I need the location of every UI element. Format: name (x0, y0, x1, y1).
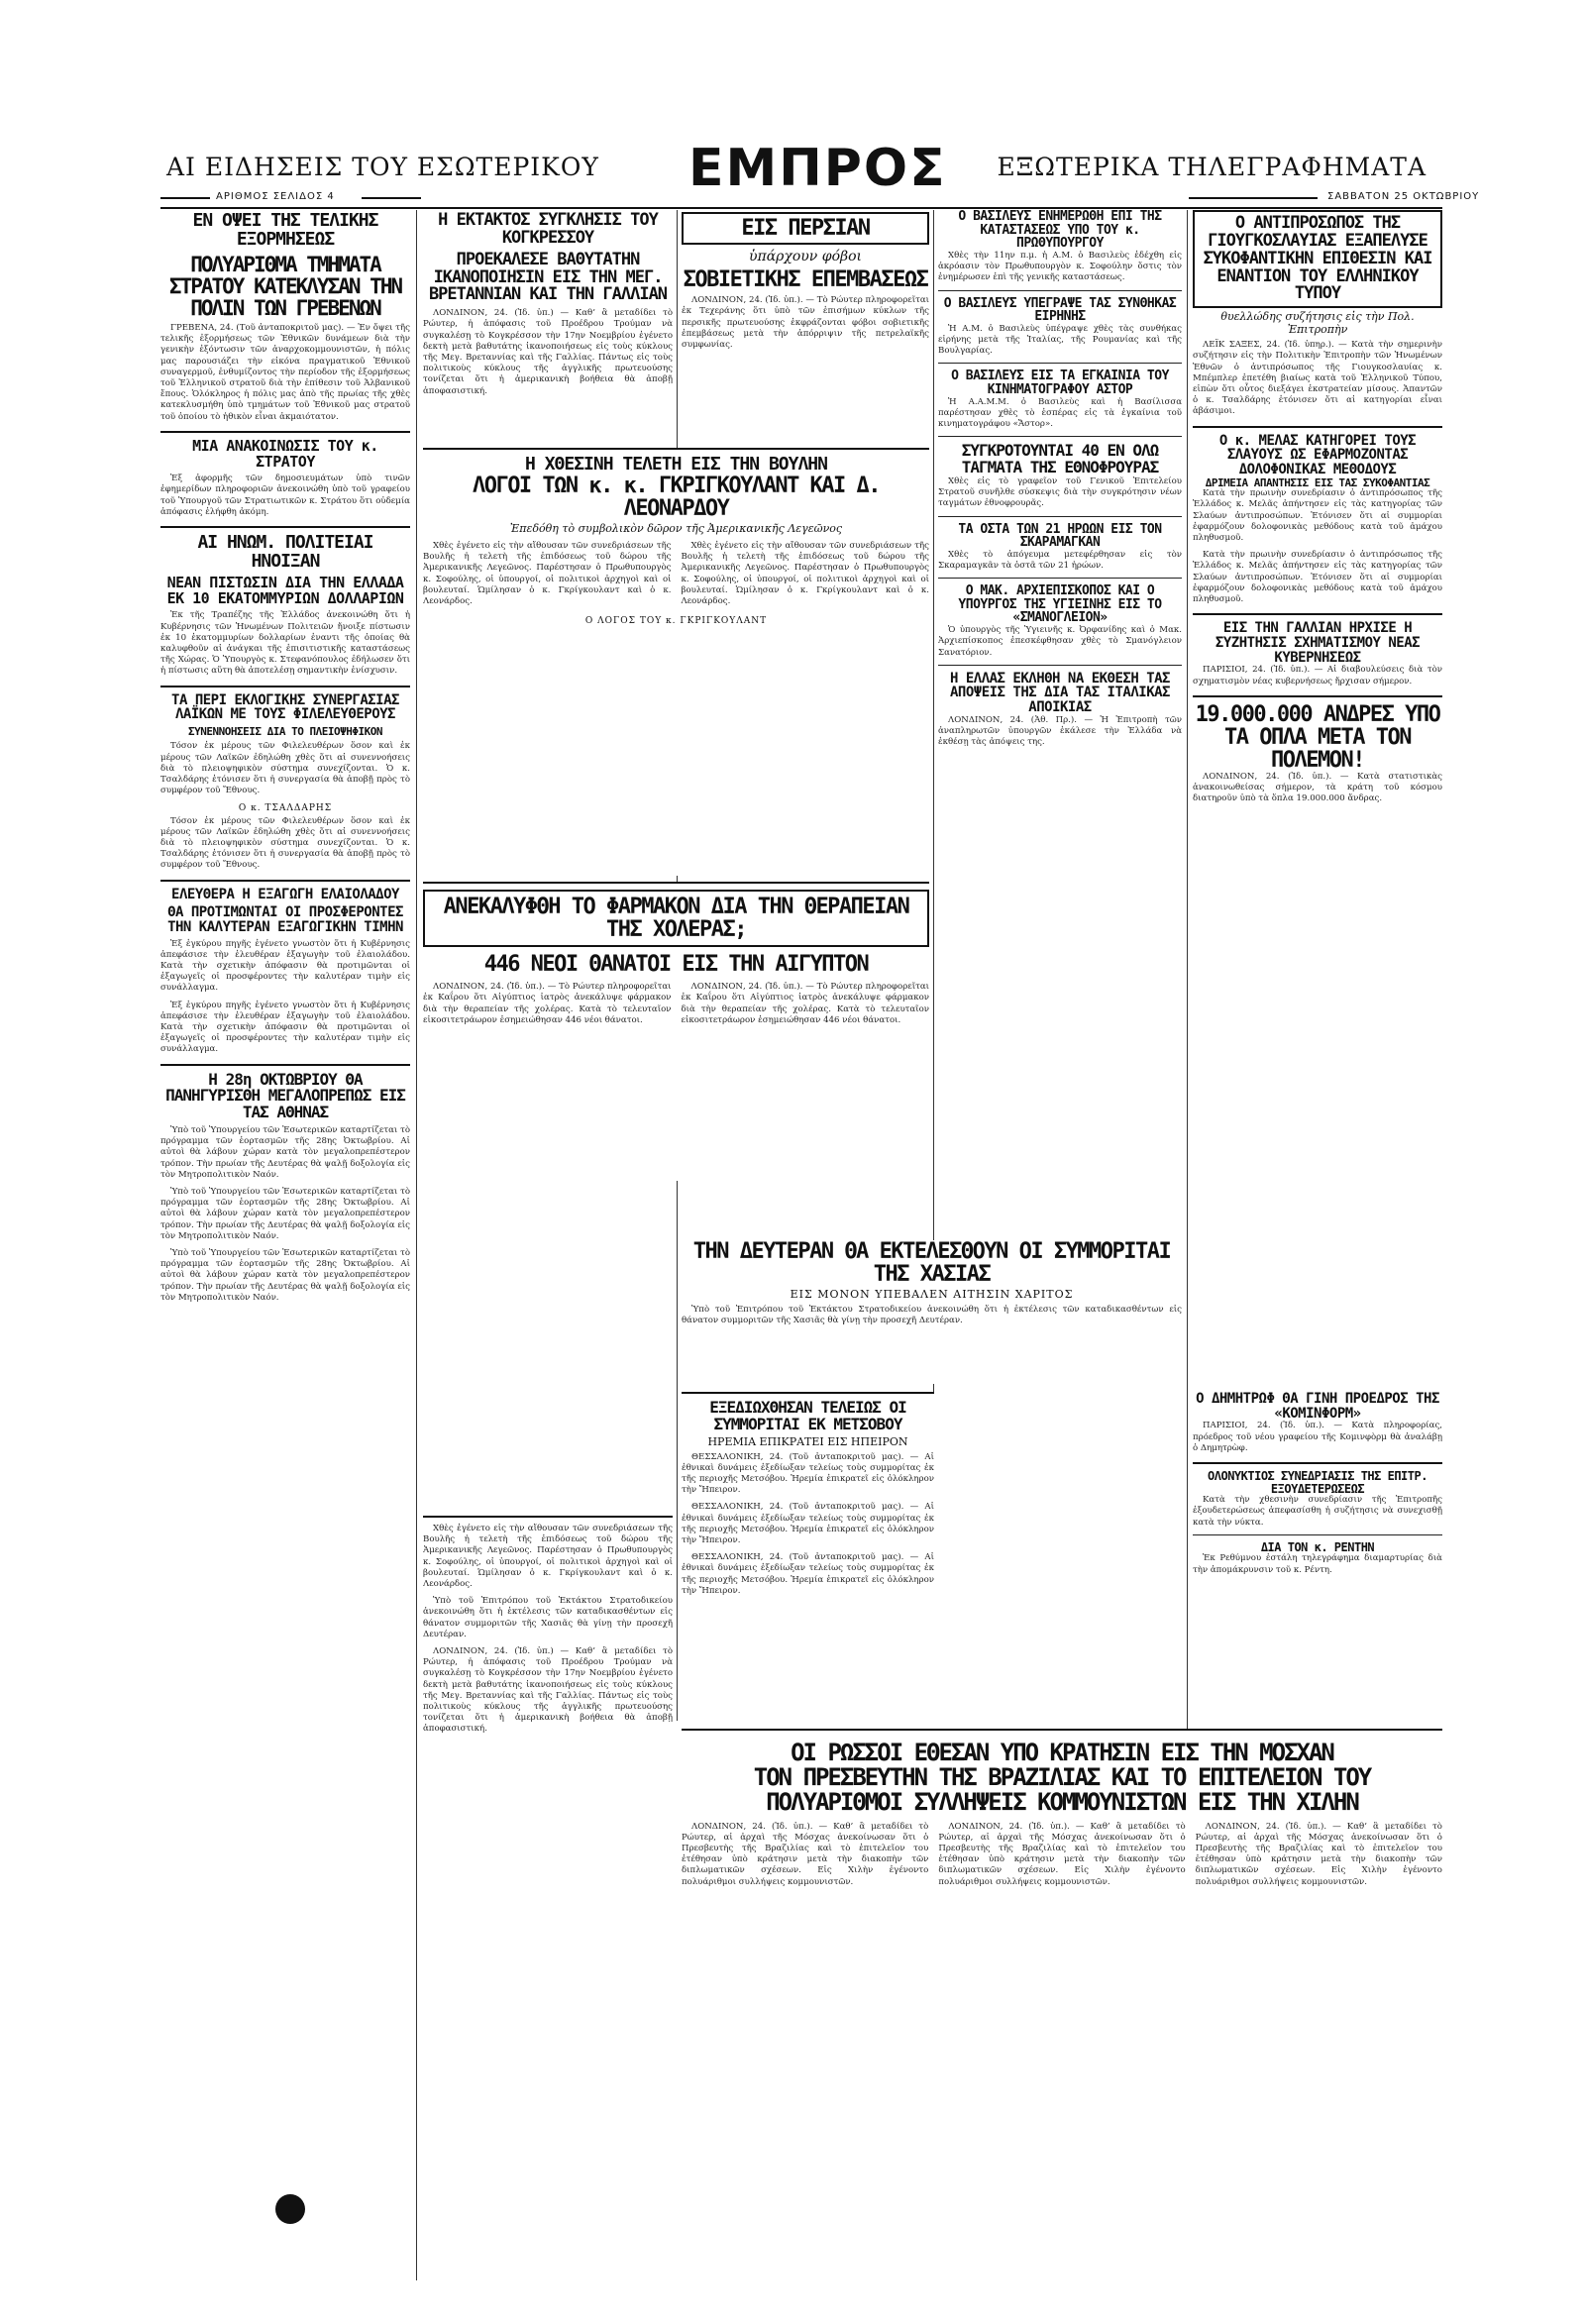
article-parliament-continued: Χθὲς ἐγένετο εἰς τὴν αἴθουσαν τῶν συνεδριάσεων τῆς Βουλῆς ἡ τελετὴ τῆς ἐπιδόσεως τοῦ δώρου τῆς Ἀμερικανικῆς Λεγεῶνος. Παρέστησαν ὁ Πρωθυπουργὸς κ. Σοφούλης, οἱ ὑπουργοί, οἱ πολιτικοὶ ἀρχηγοὶ καὶ οἱ βουλευταί. Ὡμίλησαν ὁ κ. Γκρίγκουλαντ καὶ ὁ κ. Λεονάρδος. (423, 1524, 673, 1590)
headline-olive-oil-kicker: ΕΛΕΥΘΕΡΑ Η ΕΞΑΓΩΓΗ ΕΛΑΙΟΛΑΔΟΥ (171, 886, 399, 902)
article-divider (938, 436, 1182, 437)
subhead-elections: ΣΥΝΕΝΝΟΗΣΕΙΣ ΔΙΑ ΤΟ ΠΛΕΙΟΨΗΦΙΚΟΝ (188, 724, 382, 738)
article-melas-body: Κατὰ τὴν πρωινὴν συνεδρίασιν ὁ ἀντιπρόσωπος τῆς Ἑλλάδος κ. Μελᾶς ἀπήντησεν εἰς τὰς κατηγορίας τῶν Σλαύων ἀντιπροσώπων. Ἐτόνισεν ὅτι αἱ συμμορίαι ἐφαρμόζουν δολοφονικὰς μεθόδους κατὰ τοῦ ἀμάχου πληθυσμοῦ. (1193, 488, 1442, 544)
headline-parliament: ΛΟΓΟΙ ΤΩΝ κ. κ. ΓΚΡΙΓΚΟΥΛΑΝΤ ΚΑΙ Δ. ΛΕΟΝΑΡΔΟΥ (472, 473, 881, 521)
headline-28-october: Η 28η ΟΚΤΩΒΡΙΟΥ ΘΑ ΠΑΝΗΓΥΡΙΣΘΗ ΜΕΓΑΛΟΠΡΕΠΩΣ ΕΙΣ ΤΑΣ ΑΘΗΝΑΣ (165, 1069, 405, 1122)
headline-persia-2: ΣΟΒΙΕΤΙΚΗΣ ΕΠΕΜΒΑΣΕΩΣ (683, 267, 928, 293)
headline-us-credit: ΝΕΑΝ ΠΙΣΤΩΣΙΝ ΔΙΑ ΤΗΝ ΕΛΛΑΔΑ ΕΚ 10 ΕΚΑΤΟΜΜΥΡΙΩΝ ΔΟΛΛΑΡΙΩΝ (166, 573, 404, 607)
article-divider (160, 1064, 410, 1066)
headline-yugoslavia: Ο ΑΝΤΙΠΡΟΣΩΠΟΣ ΤΗΣ ΓΙΟΥΓΚΟΣΛΑΥΙΑΣ ΕΞΑΠΕΛΥΣΕ ΣΥΚΟΦΑΝΤΙΚΗΝ ΕΠΙΘΕΣΙΝ ΚΑΙ ΕΝΑΝΤΙΟΝ ΤΟΥ ΕΛΛΗΝΙΚΟΥ ΤΥΠΟΥ (1193, 210, 1442, 308)
subhead-melas: ΔΡΙΜΕΙΑ ΑΠΑΝΤΗΣΙΣ ΕΙΣ ΤΑΣ ΣΥΚΟΦΑΝΤΙΑΣ (1205, 475, 1430, 489)
byline-grigoulant: Ο ΛΟΓΟΣ ΤΟΥ κ. ΓΚΡΙΓΚΟΥΛΑΝΤ (584, 616, 768, 627)
article-us-credit-body: Ἐκ τῆς Τραπέζης τῆς Ἑλλάδος ἀνεκοινώθη ὅτι ἡ Κυβέρνησις τῶν Ἡνωμένων Πολιτειῶν ἤνοιξε πίστωσιν ἐκ 10 ἑκατομμυρίων δολλαρίων ἐναντι τῆς ὁποίας θὰ καλυφθοῦν αἱ ἀνάγκαι τῆς ἐπισιτιστικῆς καταστάσεως τῆς Χώρας. Ὁ Ὑπουργὸς κ. Στεφανόπουλος ἐδήλωσεν ὅτι ἡ πίστωσις αὕτη θὰ ἀποτελέσῃ σημαντικὴν ἐνίσχυσιν. (160, 610, 410, 677)
subhead-persia: ὑπάρχουν φόβοι (748, 249, 863, 265)
page-number: ΑΡΙΘΜΟΣ ΣΕΛΙΔΟΣ 4 (216, 191, 335, 202)
masthead-rule-left (160, 197, 210, 199)
byline-tsaldaris: Ο κ. ΤΣΑΛΔΑΡΗΣ (238, 802, 333, 813)
article-chasia-body: Ὑπὸ τοῦ Ἐπιτρόπου τοῦ Ἐκτάκτου Στρατοδικείου ἀνεκοινώθη ὅτι ἡ ἐκτέλεσις τῶν καταδικασθέντων εἰς θάνατον συμμοριτῶν τῆς Χασιᾶς θὰ γίνῃ τὴν προσεχῆ Δευτέραν. (682, 1305, 1182, 1326)
article-divider (1193, 426, 1442, 428)
article-neutralization-body: Κατὰ τὴν χθεσινὴν συνεδρίασιν τῆς Ἐπιτροπῆς ἐξουδετερώσεως ἀπεφασίσθη ἡ συζήτησις νὰ συνεχισθῇ κατὰ τὴν νύκτα. (1193, 1495, 1442, 1528)
headline-congress-kicker: Η ΕΚΤΑΚΤΟΣ ΣΥΓΚΛΗΣΙΣ ΤΟΥ ΚΟΓΚΡΕΣΣΟΥ (438, 210, 658, 248)
article-brazil (682, 1729, 1442, 2280)
headline-metsovo: ΕΞΕΔΙΩΧΘΗΣΑΝ ΤΕΛΕΙΩΣ ΟΙ ΣΥΜΜΟΡΙΤΑΙ ΕΚ ΜΕΤΣΟΒΟΥ (709, 1398, 906, 1433)
article-28-october-body: Ὑπὸ τοῦ Ὑπουργείου τῶν Ἐσωτερικῶν καταρτίζεται τὸ πρόγραμμα τῶν ἑορτασμῶν τῆς 28ης Ὀκτωβρίου. Αἱ αὐτοὶ θὰ λάβουν χώραν κατὰ τὸν μεγαλοπρεπέστερον τρόπον. Τὴν πρωίαν τῆς Δευτέρας θὰ ψαλῇ δοξολογία εἰς τὸν Μητροπολιτικὸν Ναόν. (160, 1125, 410, 1180)
article-divider (938, 578, 1182, 579)
article-congress-continued: ΛΟΝΔΙΝΟΝ, 24. (Ἰδ. ὑπ.) — Καθ’ ἃ μεταδίδει τὸ Ρώυτερ, ἡ ἀπόφασις τοῦ Προέδρου Τρούμαν νὰ συγκαλέσῃ τὸ Κογκρέσσον τὴν 17ην Νοεμβρίου ἐγένετο δεκτὴ μετὰ βαθυτάτης ἱκανοποιήσεως εἰς τοὺς κύκλους τῆς Μεγ. Βρεταννίας καὶ τῆς Γαλλίας. Πάντως εἰς τοὺς πολιτικοὺς κύκλους τῆς ἀγγλικῆς πρωτευούσης τονίζεται ὅτι ἡ ἀμερικανικὴ βοήθεια θὰ ἀποβῇ ἀποφασιστική. (423, 1646, 673, 1735)
headline-21-heroes: ΤΑ ΟΣΤΑ ΤΩΝ 21 ΗΡΩΩΝ ΕΙΣ ΤΟΝ ΣΚΑΡΑΜΑΓΚΑΝ (958, 521, 1162, 551)
article-metsovo (682, 1392, 934, 1721)
article-congress-body: ΛΟΝΔΙΝΟΝ, 24. (Ἰδ. ὑπ.) — Καθ’ ἃ μεταδίδει τὸ Ρώυτερ, ἡ ἀπόφασις τοῦ Προέδρου Τρούμαν νὰ συγκαλέσῃ τὸ Κογκρέσσον τὴν 17ην Νοεμβρίου ἐγένετο δεκτὴ μετὰ βαθυτάτης ἱκανοποιήσεως εἰς τοὺς κύκλους τῆς Μεγ. Βρεταννίας καὶ τῆς Γαλλίας. Πάντως εἰς τοὺς πολιτικοὺς κύκλους τῆς ἀγγλικῆς πρωτευούσης τονίζεται ὅτι ἡ ἀμερικανικὴ βοήθεια θὰ ἀποβῇ ἀποφασιστική. (423, 308, 673, 396)
ink-blot (275, 2194, 305, 2224)
article-divider (938, 363, 1182, 364)
article-stratos-body: Ἐξ ἀφορμῆς τῶν δημοσιευμάτων ὑπὸ τινῶν ἐφημερίδων πληροφοριῶν ἀνεκοινώθη ὑπὸ τοῦ γραφείου τοῦ Ὑπουργοῦ τῶν Στρατιωτικῶν κ. Στράτου ὅτι οὐδεμία ἀπόφασις ἐλήφθη ἀκόμη. (160, 474, 410, 517)
headline-neutralization: ΟΛΟΝΥΚΤΙΟΣ ΣΥΝΕΔΡΙΑΣΙΣ ΤΗΣ ΕΠΙΤΡ. ΕΞΟΥΔΕΤΕΡΩΣΕΩΣ (1208, 1468, 1427, 1496)
article-21-heroes-body: Χθὲς τὸ ἀπόγευμα μετεφέρθησαν εἰς τὸν Σκαραμαγκᾶν τὰ ὀστᾶ τῶν 21 ἡρώων. (938, 549, 1182, 571)
subhead-metsovo: ΗΡΕΜΙΑ ΕΠΙΚΡΑΤΕΙ ΕΙΣ ΗΠΕΙΡΟΝ (707, 1434, 908, 1448)
subhead-yugoslavia: θυελλώδης συζήτησις εἰς τὴν Πολ. Ἐπιτροπὴν (1220, 310, 1415, 337)
article-king-briefed-body: Χθὲς τὴν 11ην π.μ. ἡ Α.Μ. ὁ Βασιλεὺς ἐδέχθη εἰς ἀκρόασιν τὸν Πρωθυπουργὸν κ. Σοφούλην ὅστις τὸν ἐνημέρωσεν ἐπὶ τῆς γενικῆς καταστάσεως. (938, 250, 1182, 283)
article-divider (160, 880, 410, 882)
newspaper-title: ΕΜΠΡΟΣ (688, 139, 947, 198)
article-brazil-body-2: ΛΟΝΔΙΝΟΝ, 24. (Ἰδ. ὑπ.). — Καθ’ ἃ μεταδίδει τὸ Ρώυτερ, αἱ ἀρχαὶ τῆς Μόσχας ἀνεκοίνωσαν ὅτι ὁ Πρεσβευτὴς τῆς Βραζιλίας καὶ τὸ ἐπιτελεῖον του ἐτέθησαν ὑπὸ κράτησιν μετὰ τὴν διακοπὴν τῶν διπλωματικῶν σχέσεων. Εἰς Χιλὴν ἐγένοντο πολυάριθμοι συλλήψεις κομμουνιστῶν. (938, 1821, 1186, 1887)
subhead-parliament: Ἐπεδόθη τὸ συμβολικὸν δῶρον τῆς Ἀμερικανικῆς Λεγεῶνος (509, 522, 843, 536)
headline-smanogleion: Ο ΜΑΚ. ΑΡΧΙΕΠΙΣΚΟΠΟΣ ΚΑΙ Ο ΥΠΟΥΡΓΟΣ ΤΗΣ ΥΓΙΕΙΝΗΣ ΕΙΣ ΤΟ «ΣΜΑΝΟΓΛΕΙΟΝ» (958, 583, 1162, 626)
headline-parliament-kicker: Η ΧΘΕΣΙΝΗ ΤΕΛΕΤΗ ΕΙΣ ΤΗΝ ΒΟΥΛΗΝ (525, 454, 827, 475)
headline-brazil-kicker: ΟΙ ΡΩΣΣΟΙ ΕΘΕΣΑΝ ΥΠΟ ΚΡΑΤΗΣΙΝ ΕΙΣ ΤΗΝ ΜΟΣΧΑΝ (791, 1739, 1333, 1766)
article-28-october-body-3: Ὑπὸ τοῦ Ὑπουργείου τῶν Ἐσωτερικῶν καταρτίζεται τὸ πρόγραμμα τῶν ἑορτασμῶν τῆς 28ης Ὀκτωβρίου. Αἱ αὐτοὶ θὰ λάβουν χώραν κατὰ τὸν μεγαλοπρεπέστερον τρόπον. Τὴν πρωίαν τῆς Δευτέρας θὰ ψαλῇ δοξολογία εἰς τὸν Μητροπολιτικὸν Ναόν. (160, 1248, 410, 1303)
article-gravena-body: ΓΡΕΒΕΝΑ, 24. (Τοῦ ἀνταποκριτοῦ μας). — Ἐν ὄψει τῆς τελικῆς ἐξορμήσεως τῶν Ἐθνικῶν δυνάμεων διὰ τὴν γενικὴν ἐξόντωσιν τῶν ἀναρχοκομμουνιστῶν, ἡ πόλις μας παρουσιάζει τὴν εἰκόνα πραγματικοῦ Ἐθνικοῦ συναγερμοῦ, ἐνθυμίζοντος τὴν περίοδον τῆς ἐξορμήσεως τοῦ Ἑλληνικοῦ στρατοῦ διὰ τὴν ἐπίθεσιν τοῦ Ἀλβανικοῦ ἔπους. Ὁλόκληρος ἡ πόλις μας ἀπὸ τῆς πρωίας τῆς χθὲς κατεκλυσμήθη ὑπὸ τμημάτων τοῦ Ἐθνικοῦ μας στρατοῦ τοῦ ὁποίου τὸ ἠθικὸν εἶναι ἀκμαιότατον. (160, 322, 410, 422)
headline-astor-cinema: Ο ΒΑΣΙΛΕΥΣ ΕΙΣ ΤΑ ΕΓΚΑΙΝΙΑ ΤΟΥ ΚΙΝΗΜΑΤΟΓΡΑΦΟΥ ΑΣΤΟΡ (951, 369, 1169, 398)
column-5-lower (1193, 1392, 1442, 1724)
article-cholera-body: ΛΟΝΔΙΝΟΝ, 24. (Ἰδ. ὑπ.). — Τὸ Ρώυτερ πληροφορεῖται ἐκ Καΐρου ὅτι Αἰγύπτιος ἰατρὸς ἀνεκάλυψε φάρμακον διὰ τὴν θεραπείαν τῆς χολέρας. Κατὰ τὸ τελευταῖον εἰκοσιτετράωρον ἐσημειώθησαν 446 νέοι θάνατοι. (423, 982, 672, 1025)
article-metsovo-body: ΘΕΣΣΑΛΟΝΙΚΗ, 24. (Τοῦ ἀνταποκριτοῦ μας). — Αἱ ἐθνικαὶ δυνάμεις ἐξεδίωξαν τελείως τοὺς συμμορίτας ἐκ τῆς περιοχῆς Μετσόβου. Ἠρεμία ἐπικρατεῖ εἰς ὁλόκληρον τὴν Ἤπειρον. (682, 1451, 934, 1496)
article-divider (1193, 1462, 1442, 1464)
article-astor-cinema-body: Ἡ Α.Α.Μ.Μ. ὁ Βασιλεὺς καὶ ἡ Βασίλισσα παρέστησαν χθὲς τὸ ἑσπέρας εἰς τὰ ἐγκαίνια τοῦ κινηματογράφου «Ἄστορ». (938, 396, 1182, 430)
article-elections-body: Τόσον ἐκ μέρους τῶν Φιλελευθέρων ὅσον καὶ ἐκ μέρους τῶν Λαϊκῶν ἐδηλώθη χθὲς ὅτι αἱ συνεννοήσεις διὰ τὸ πλειοψηφικὸν σύστημα συνεχίζονται. Ὁ κ. Τσαλδάρης ἐτόνισεν ὅτι ἡ συνεργασία θὰ ἀποβῇ πρὸς τὸ συμφέρον τοῦ Ἔθνους. (160, 741, 410, 796)
headline-melas: Ο κ. ΜΕΛΑΣ ΚΑΤΗΓΟΡΕΙ ΤΟΥΣ ΣΛΑΥΟΥΣ ΩΣ ΕΦΑΡΜΟΖΟΝΤΑΣ ΔΟΛΟΦΟΝΙΚΑΣ ΜΕΘΟΔΟΥΣ (1218, 432, 1417, 478)
article-28-october-body-2: Ὑπὸ τοῦ Ὑπουργείου τῶν Ἐσωτερικῶν καταρτίζεται τὸ πρόγραμμα τῶν ἑορτασμῶν τῆς 28ης Ὀκτωβρίου. Αἱ αὐτοὶ θὰ λάβουν χώραν κατὰ τὸν μεγαλοπρεπέστερον τρόπον. Τὴν πρωίαν τῆς Δευτέρας θὰ ψαλῇ δοξολογία εἰς τὸν Μητροπολιτικὸν Ναόν. (160, 1187, 410, 1241)
article-parliament (423, 448, 929, 876)
headline-brazil: ΤΟΝ ΠΡΕΣΒΕΥΤΗΝ ΤΗΣ ΒΡΑΖΙΛΙΑΣ ΚΑΙ ΤΟ ΕΠΙΤΕΛΕΙΟΝ ΤΟΥ (753, 1763, 1371, 1792)
masthead-rule-right (1189, 197, 1318, 199)
headline-chile: ΠΟΛΥΑΡΙΘΜΟΙ ΣΥΛΛΗΨΕΙΣ ΚΟΜΜΟΥΝΙΣΤΩΝ ΕΙΣ ΤΗΝ ΧΙΛΗΝ (766, 1788, 1358, 1817)
article-divider (938, 516, 1182, 517)
headline-us-credit-kicker: ΑΙ ΗΝΩΜ. ΠΟΛΙΤΕΙΑΙ ΗΝΟΙΞΑΝ (197, 532, 373, 572)
column-4-block (938, 210, 1182, 1379)
article-cholera-body-2: ΛΟΝΔΙΝΟΝ, 24. (Ἰδ. ὑπ.). — Τὸ Ρώυτερ πληροφορεῖται ἐκ Καΐρου ὅτι Αἰγύπτιος ἰατρὸς ἀνεκάλυψε φάρμακον διὰ τὴν θεραπείαν τῆς χολέρας. Κατὰ τὸ τελευταῖον εἰκοσιτετράωρον ἐσημειώθησαν 446 νέοι θάνατοι. (681, 982, 929, 1025)
article-cholera-columns (423, 982, 929, 1032)
article-divider (160, 431, 410, 433)
article-parliament-columns (423, 541, 929, 613)
article-divider (160, 526, 410, 528)
article-chasia (682, 1240, 1182, 1384)
article-italian-colonies-body: ΛΟΝΔΙΝΟΝ, 24. (Ἀθ. Πρ.). — Ἡ Ἐπιτροπὴ τῶν ἀναπληρωτῶν ὑπουργῶν ἐκάλεσε τὴν Ἑλλάδα νὰ ἐκθέσῃ τὰς ἀπόψεις της. (938, 714, 1182, 748)
article-smanogleion-body: Ὁ ὑπουργὸς τῆς Ὑγιεινῆς κ. Ὀρφανίδης καὶ ὁ Μακ. Ἀρχιεπίσκοπος ἐπεσκέφθησαν χθὲς τὸ Σμανόγλειον Σανατόριον. (938, 625, 1182, 658)
article-metsovo-body-2: ΘΕΣΣΑΛΟΝΙΚΗ, 24. (Τοῦ ἀνταποκριτοῦ μας). — Αἱ ἐθνικαὶ δυνάμεις ἐξεδίωξαν τελείως τοὺς συμμορίτας ἐκ τῆς περιοχῆς Μετσόβου. Ἠρεμία ἐπικρατεῖ εἰς ὁλόκληρον τὴν Ἤπειρον. (682, 1502, 934, 1546)
issue-date: ΣΑΒΒΑΤΟΝ 25 ΟΚΤΩΒΡΙΟΥ (1327, 191, 1480, 202)
headline-france: ΕΙΣ ΤΗΝ ΓΑΛΛΙΑΝ ΗΡΧΙΣΕ Η ΣΥΖΗΤΗΣΙΣ ΣΧΗΜΑΤΙΣΜΟΥ ΝΕΑΣ ΚΥΒΕΡΝΗΣΕΩΣ (1215, 620, 1421, 666)
headline-national-guard: ΣΥΓΚΡΟΤΟΥΝΤΑΙ 40 ΕΝ ΟΛΩ ΤΑΓΜΑΤΑ ΤΗΣ ΕΘΝΟΦΡΟΥΡΑΣ (961, 441, 1159, 477)
headline-19-million: 19.000.000 ΑΝΔΡΕΣ ΥΠΟ ΤΑ ΟΠΛΑ ΜΕΤΑ ΤΟΝ ΠΟΛΕΜΟΝ! (1195, 701, 1440, 773)
article-dimitrov-body: ΠΑΡΙΣΙΟΙ, 24. (Ἰδ. ὑπ.). — Κατὰ πληροφορίας, πρόεδρος τοῦ νέου γραφείου τῆς Κομινφὸρμ θὰ ἀναλάβῃ ὁ Δημητρὼφ. (1193, 1421, 1442, 1453)
article-elections-body-2: Τόσον ἐκ μέρους τῶν Φιλελευθέρων ὅσον καὶ ἐκ μέρους τῶν Λαϊκῶν ἐδηλώθη χθὲς ὅτι αἱ συνεννοήσεις διὰ τὸ πλειοψηφικὸν σύστημα συνεχίζονται. Ὁ κ. Τσαλδάρης ἐτόνισεν ὅτι ἡ συνεργασία θὰ ἀποβῇ πρὸς τὸ συμφέρον τοῦ Ἔθνους. (160, 815, 410, 871)
masthead-rule-left-2 (362, 197, 421, 199)
article-france-body: ΠΑΡΙΣΙΟΙ, 24. (Ἰδ. ὑπ.). — Αἱ διαβουλεύσεις διὰ τὸν σχηματισμὸν νέας κυβερνήσεως ἤρχισαν σήμερον. (1193, 665, 1442, 687)
article-brazil-body: ΛΟΝΔΙΝΟΝ, 24. (Ἰδ. ὑπ.). — Καθ’ ἃ μεταδίδει τὸ Ρώυτερ, αἱ ἀρχαὶ τῆς Μόσχας ἀνεκοίνωσαν ὅτι ὁ Πρεσβευτὴς τῆς Βραζιλίας καὶ τὸ ἐπιτελεῖον του ἐτέθησαν ὑπὸ κράτησιν μετὰ τὴν διακοπὴν τῶν διπλωματικῶν σχέσεων. Εἰς Χιλὴν ἐγένοντο πολυάριθμοι συλλήψεις κομμουνιστῶν. (682, 1821, 929, 1887)
headline-gravena-kicker: ΕΝ ΟΨΕΙ ΤΗΣ ΤΕΛΙΚΗΣ ΕΞΟΡΜΗΣΕΩΣ (192, 210, 378, 250)
article-parliament-body-2: Χθὲς ἐγένετο εἰς τὴν αἴθουσαν τῶν συνεδριάσεων τῆς Βουλῆς ἡ τελετὴ τῆς ἐπιδόσεως τοῦ δώρου τῆς Ἀμερικανικῆς Λεγεῶνος. Παρέστησαν ὁ Πρωθυπουργὸς κ. Σοφούλης, οἱ ὑπουργοί, οἱ πολιτικοὶ ἀρχηγοὶ καὶ οἱ βουλευταί. Ὡμίλησαν ὁ κ. Γκρίγκουλαντ καὶ ὁ κ. Λεονάρδος. (681, 541, 929, 607)
article-divider (1193, 1534, 1442, 1535)
section-title-foreign: ΕΞΩΤΕΡΙΚΑ ΤΗΛΕΓΡΑΦΗΜΑΤΑ (997, 153, 1426, 181)
article-brazil-body-3: ΛΟΝΔΙΝΟΝ, 24. (Ἰδ. ὑπ.). — Καθ’ ἃ μεταδίδει τὸ Ρώυτερ, αἱ ἀρχαὶ τῆς Μόσχας ἀνεκοίνωσαν ὅτι ὁ Πρεσβευτὴς τῆς Βραζιλίας καὶ τὸ ἐπιτελεῖον του ἐτέθησαν ὑπὸ κράτησιν μετὰ τὴν διακοπὴν τῶν διπλωματικῶν σχέσεων. Εἰς Χιλὴν ἐγένοντο πολυάριθμοι συλλήψεις κομμουνιστῶν. (1195, 1821, 1442, 1887)
article-yugoslavia-body: ΛΕΪΚ ΣΑΞΕΣ, 24. (Ἰδ. ὑπηρ.). — Κατὰ τὴν σημερινὴν συζήτησιν εἰς τὴν Πολιτικὴν Ἐπιτροπὴν τῶν Ἡνωμένων Ἐθνῶν ὁ ἀντιπρόσωπος τῆς Γιουγκοσλαυίας κ. Μπέμπλερ ἐπετέθη βιαίως κατὰ τοῦ Ἑλληνικοῦ Τύπου, εἰπὼν ὅτι οὗτος διεξάγει ἐκστρατείαν μίσους. Ἀπαντῶν ὁ κ. Τσαλδάρης ἐτόνισεν ὅτι αἱ κατηγορίαι εἶναι ἀβάσιμοι. (1193, 340, 1442, 417)
article-19-million-body: ΛΟΝΔΙΝΟΝ, 24. (Ἰδ. ὑπ.). — Κατὰ στατιστικὰς ἀνακοινωθείσας σήμερον, τὰ κράτη τοῦ κόσμου διατηροῦν ὑπὸ τὰ ὅπλα 19.000.000 ἄνδρας. (1193, 772, 1442, 804)
section-title-domestic: ΑΙ ΕΙΔΗΣΕΙΣ ΤΟΥ ΕΣΩΤΕΡΙΚΟΥ (166, 153, 599, 181)
article-olive-oil-body-2: Ἐξ ἐγκύρου πηγῆς ἐγένετο γνωστὸν ὅτι ἡ Κυβέρνησις ἀπεφάσισε τὴν ἐλευθέραν ἐξαγωγὴν τοῦ ἐλαιολάδου. Κατὰ τὴν σχετικὴν ἀπόφασιν θὰ προτιμῶνται οἱ ἐξαγωγεῖς οἱ προσφέροντες τὴν καλυτέραν τιμὴν εἰς συνάλλαγμα. (160, 1000, 410, 1055)
headline-italian-colonies: Η ΕΛΛΑΣ ΕΚΛΗΘΗ ΝΑ ΕΚΘΕΣΗ ΤΑΣ ΑΠΟΨΕΙΣ ΤΗΣ ΔΙΑ ΤΑΣ ΙΤΑΛΙΚΑΣ ΑΠΟΙΚΙΑΣ (949, 670, 1170, 716)
article-olive-oil-body: Ἐξ ἐγκύρου πηγῆς ἐγένετο γνωστὸν ὅτι ἡ Κυβέρνησις ἀπεφάσισε τὴν ἐλευθέραν ἐξαγωγὴν τοῦ ἐλαιολάδου. Κατὰ τὴν σχετικὴν ἀπόφασιν θὰ προτιμῶνται οἱ ἐξαγωγεῖς οἱ προσφέροντες τὴν καλυτέραν τιμὴν εἰς συνάλλαγμα. (160, 938, 410, 994)
article-divider (1193, 613, 1442, 615)
article-rentis-body: Ἐκ Ρεθύμνου ἐστάλη τηλεγράφημα διαμαρτυρίας διὰ τὴν ἀπομάκρυνσιν τοῦ κ. Ρέντη. (1193, 1553, 1442, 1575)
article-divider (160, 686, 410, 687)
article-metsovo-body-3: ΘΕΣΣΑΛΟΝΙΚΗ, 24. (Τοῦ ἀνταποκριτοῦ μας). — Αἱ ἐθνικαὶ δυνάμεις ἐξεδίωξαν τελείως τοὺς συμμορίτας ἐκ τῆς περιοχῆς Μετσόβου. Ἠρεμία ἐπικρατεῖ εἰς ὁλόκληρον τὴν Ἤπειρον. (682, 1552, 934, 1596)
article-divider (1193, 695, 1442, 697)
article-divider (938, 665, 1182, 666)
headline-egypt-deaths: 446 ΝΕΟΙ ΘΑΝΑΤΟΙ ΕΙΣ ΤΗΝ ΑΙΓΥΠΤΟΝ (483, 952, 869, 978)
article-national-guard-body: Χθὲς εἰς τὸ γραφεῖον τοῦ Γενικοῦ Ἐπιτελείου Στρατοῦ συνῆλθε σύσκεψις διὰ τὴν συγκρότησιν νέων ταγμάτων ἐθνοφρουρᾶς. (938, 475, 1182, 509)
headline-stratos: ΜΙΑ ΑΝΑΚΟΙΝΩΣΙΣ ΤΟΥ κ. ΣΤΡΑΤΟΥ (192, 436, 378, 471)
headline-persia: ΕΙΣ ΠΕΡΣΙΑΝ (682, 212, 929, 245)
article-melas-body-2: Κατὰ τὴν πρωινὴν συνεδρίασιν ὁ ἀντιπρόσωπος τῆς Ἑλλάδος κ. Μελᾶς ἀπήντησεν εἰς τὰς κατηγορίας τῶν Σλαύων ἀντιπροσώπων. Ἐτόνισεν ὅτι αἱ συμμορίαι ἐφαρμόζουν δολοφονικὰς μεθόδους κατὰ τοῦ ἀμάχου πληθυσμοῦ. (1193, 550, 1442, 605)
headline-gravena: ΠΟΛΥΑΡΙΘΜΑ ΤΜΗΜΑΤΑ ΣΤΡΑΤΟΥ ΚΑΤΕΚΛΥΣΑΝ ΤΗΝ ΠΟΛΙΝ ΤΩΝ ΓΡΕΒΕΝΩΝ (168, 252, 402, 320)
article-chasia-continued: Ὑπὸ τοῦ Ἐπιτρόπου τοῦ Ἐκτάκτου Στρατοδικείου ἀνεκοινώθη ὅτι ἡ ἐκτέλεσις τῶν καταδικασθέντων εἰς θάνατον συμμοριτῶν τῆς Χασιᾶς θὰ γίνῃ τὴν προσεχῆ Δευτέραν. (423, 1596, 673, 1639)
article-divider (938, 290, 1182, 291)
headline-chasia: ΤΗΝ ΔΕΥΤΕΡΑΝ ΘΑ ΕΚΤΕΛΕΣΘΟΥΝ ΟΙ ΣΥΜΜΟΡΙΤΑΙ ΤΗΣ ΧΑΣΙΑΣ (692, 1240, 1171, 1288)
article-brazil-columns (682, 1822, 1442, 1894)
headline-dimitrov: Ο ΔΗΜΗΤΡΩΦ ΘΑ ΓΙΝΗ ΠΡΟΕΔΡΟΣ ΤΗΣ «ΚΟΜΙΝΦΟΡΜ» (1196, 1392, 1439, 1422)
foreign-news-block (1193, 210, 1442, 1387)
headline-olive-oil: ΘΑ ΠΡΟΤΙΜΩΝΤΑΙ ΟΙ ΠΡΟΣΦΕΡΟΝΤΕΣ ΤΗΝ ΚΑΛΥΤΕΡΑΝ ΕΞΑΓΩΓΙΚΗΝ ΤΙΜΗΝ (167, 904, 403, 935)
headline-rentis: ΔΙΑ ΤΟΝ κ. ΡΕΝΤΗΝ (1260, 1539, 1375, 1554)
article-cholera (423, 882, 929, 1181)
article-parliament-body: Χθὲς ἐγένετο εἰς τὴν αἴθουσαν τῶν συνεδριάσεων τῆς Βουλῆς ἡ τελετὴ τῆς ἐπιδόσεως τοῦ δώρου τῆς Ἀμερικανικῆς Λεγεῶνος. Παρέστησαν ὁ Πρωθυπουργὸς κ. Σοφούλης, οἱ ὑπουργοί, οἱ πολιτικοὶ ἀρχηγοὶ καὶ οἱ βουλευταί. Ὡμίλησαν ὁ κ. Γκρίγκουλαντ καὶ ὁ κ. Λεονάρδος. (423, 541, 672, 607)
subhead-chasia: ΕΙΣ ΜΟΝΟΝ ΥΠΕΒΑΛΕΝ ΑΙΤΗΣΙΝ ΧΑΡΙΤΟΣ (790, 1288, 1074, 1302)
headline-congress: ΠΡΟΕΚΑΛΕΣΕ ΒΑΘΥΤΑΤΗΝ ΙΚΑΝΟΠΟΙΗΣΙΝ ΕΙΣ ΤΗΝ ΜΕΓ. ΒΡΕΤΑΝΝΙΑΝ ΚΑΙ ΤΗΝ ΓΑΛΛΙΑΝ (428, 249, 668, 305)
masthead-bottom-rule (160, 207, 1442, 209)
headline-peace-treaties: Ο ΒΑΣΙΛΕΥΣ ΥΠΕΓΡΑΨΕ ΤΑΣ ΣΥΝΘΗΚΑΣ ΕΙΡΗΝΗΣ (943, 295, 1177, 325)
headline-cholera: ΑΝΕΚΑΛΥΦΘΗ ΤΟ ΦΑΡΜΑΚΟΝ ΔΙΑ ΤΗΝ ΘΕΡΑΠΕΙΑΝ ΤΗΣ ΧΟΛΕΡΑΣ; (423, 890, 929, 947)
headline-king-briefed: Ο ΒΑΣΙΛΕΥΣ ΕΝΗΜΕΡΩΘΗ ΕΠΙ ΤΗΣ ΚΑΤΑΣΤΑΣΕΩΣ ΥΠΟ ΤΟΥ κ. ΠΡΩΘΥΠΟΥΡΓΟΥ (958, 210, 1162, 252)
article-peace-treaties-body: Ἡ Α.Μ. ὁ Βασιλεὺς ὑπέγραψε χθὲς τὰς συνθήκας εἰρήνης μετὰ τῆς Ἰταλίας, τῆς Ρουμανίας καὶ τῆς Βουλγαρίας. (938, 323, 1182, 357)
column-1 (160, 210, 410, 2280)
article-persia-body: ΛΟΝΔΙΝΟΝ, 24. (Ἰδ. ὑπ.). — Τὸ Ρώυτερ πληροφορεῖται ἐκ Τεχεράνης ὅτι ὑπὸ τῶν ἐπισήμων κύκλων τῆς περσικῆς πρωτευούσης ἐκφράζονται φόβοι σοβιετικῆς ἐπεμβάσεως μετὰ τὴν ἀπόρριψιν τῆς πετρελαϊκῆς συμφωνίας. (682, 295, 929, 350)
column-divider (416, 210, 417, 2280)
headline-elections: ΤΑ ΠΕΡΙ ΕΚΛΟΓΙΚΗΣ ΣΥΝΕΡΓΑΣΙΑΣ ΛΑΪΚΩΝ ΜΕ ΤΟΥΣ ΦΙΛΕΛΕΥΘΕΡΟΥΣ (171, 691, 399, 723)
column-2-lower (423, 1516, 673, 2280)
